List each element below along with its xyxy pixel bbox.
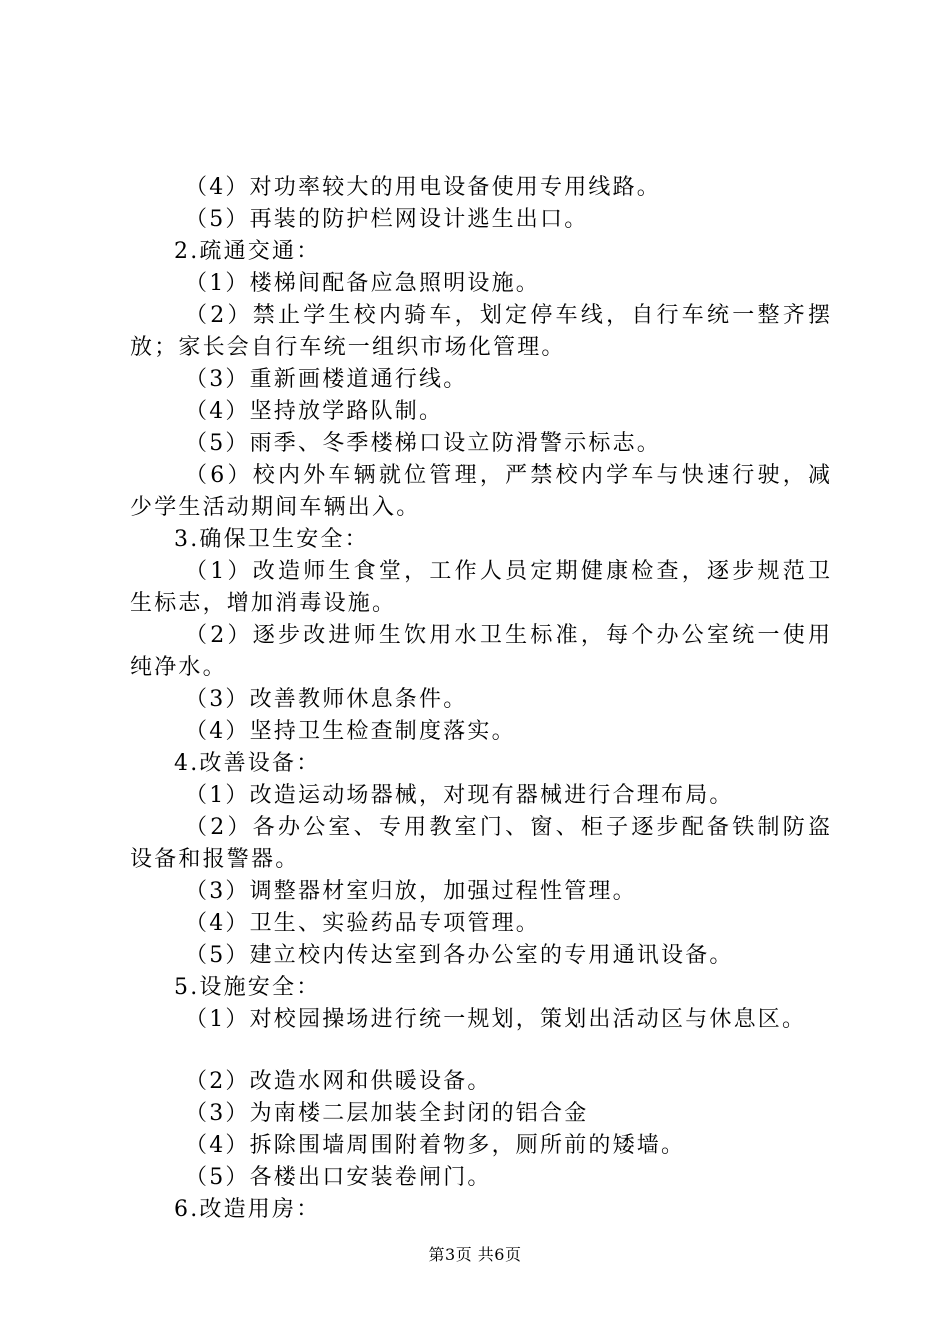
text-line: （2）改造水网和供暖设备。 [185, 1069, 492, 1094]
text-line: 6.改造用房： [174, 1197, 321, 1222]
text-line: 放；家长会自行车统一组织市场化管理。 [130, 335, 566, 360]
text-line: （5）各楼出口安装卷闸门。 [185, 1165, 492, 1190]
text-line: （5）建立校内传达室到各办公室的专用通讯设备。 [185, 943, 734, 968]
text-line: 生标志，增加消毒设施。 [130, 591, 397, 616]
document-body [130, 172, 830, 1226]
page-footer: 第3页 共6页 [428, 1245, 522, 1264]
text-line: （3）改善教师休息条件。 [185, 687, 468, 712]
text-line: （4）坚持卫生检查制度落实。 [185, 719, 516, 744]
text-line: （3）重新画楼道通行线。 [185, 367, 468, 392]
text-line: 2.疏通交通： [174, 239, 321, 264]
text-line: 纯净水。 [130, 655, 227, 680]
text-line: （1）楼梯间配备应急照明设施。 [185, 271, 540, 296]
text-line: （6）校内外车辆就位管理，严禁校内学车与快速行驶，减 [185, 463, 830, 488]
text-line: 5.设施安全： [174, 975, 321, 1000]
text-line: （1）改造运动场器械，对现有器械进行合理布局。 [185, 783, 734, 808]
text-line: 4.改善设备： [174, 751, 321, 776]
text-line: （4）坚持放学路队制。 [185, 399, 444, 424]
text-line: （5）雨季、冬季楼梯口设立防滑警示标志。 [185, 431, 661, 456]
text-line: （5）再装的防护栏网设计逃生出口。 [185, 207, 589, 232]
text-line: 3.确保卫生安全： [174, 527, 369, 552]
text-line: 设备和报警器。 [130, 847, 300, 872]
text-line: （3）调整器材室归放，加强过程性管理。 [185, 879, 637, 904]
text-line: （3）为南楼二层加装全封闭的铝合金 [185, 1101, 589, 1126]
text-line: 少学生活动期间车辆出入。 [130, 495, 421, 520]
text-line: （2）逐步改进师生饮用水卫生标准，每个办公室统一使用 [185, 623, 830, 648]
text-line: （4）卫生、实验药品专项管理。 [185, 911, 540, 936]
text-line: （2）禁止学生校内骑车，划定停车线，自行车统一整齐摆 [185, 303, 830, 328]
text-line: （4）对功率较大的用电设备使用专用线路。 [185, 175, 661, 200]
text-line: （2）各办公室、专用教室门、窗、柜子逐步配备铁制防盗 [185, 815, 830, 840]
text-line: （4）拆除围墙周围附着物多，厕所前的矮墙。 [185, 1133, 686, 1158]
text-line: （1）对校园操场进行统一规划，策划出活动区与休息区。 [185, 1007, 807, 1032]
text-line: （1）改造师生食堂，工作人员定期健康检查，逐步规范卫 [185, 559, 830, 584]
blank-line [130, 1036, 830, 1066]
